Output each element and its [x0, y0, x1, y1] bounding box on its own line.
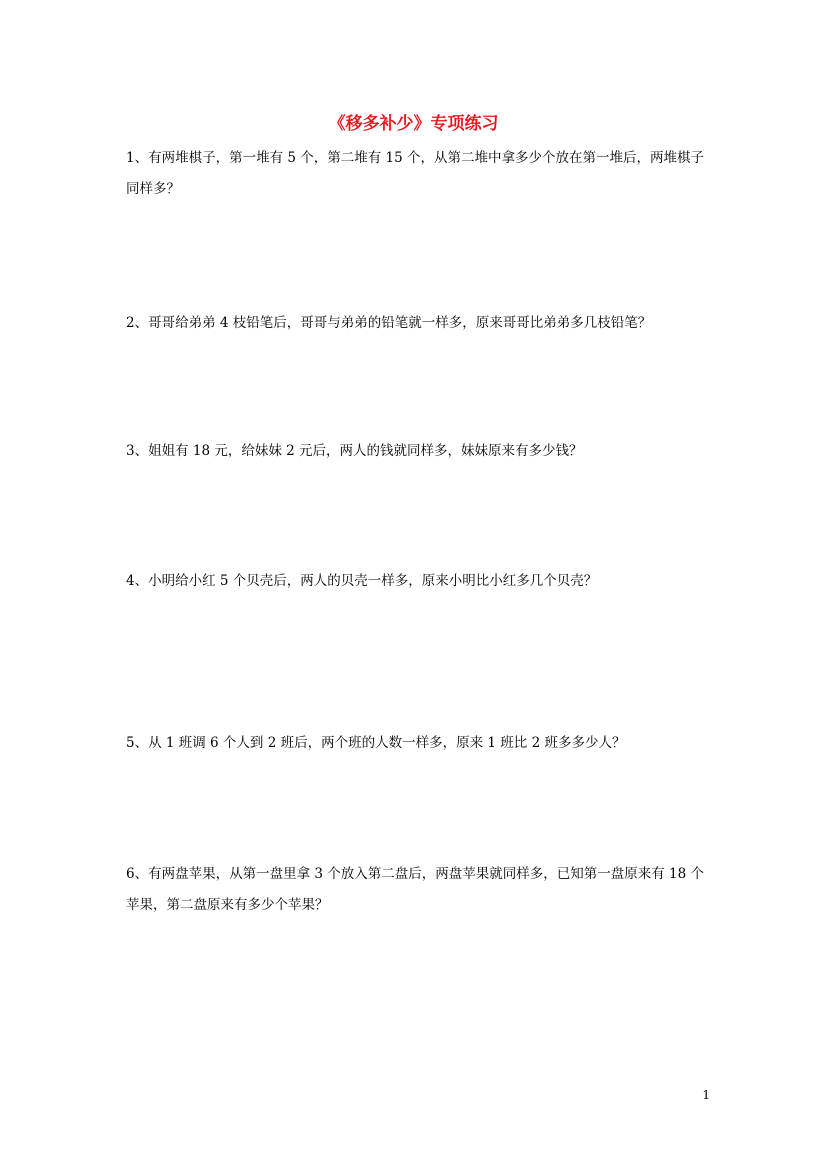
question-6: 6、有两盘苹果，从第一盘里拿 3 个放入第二盘后，两盘苹果就同样多，已知第一盘原来有 18 个苹果，第二盘原来有多少个苹果？	[126, 866, 705, 913]
page-number: 1	[702, 1088, 710, 1102]
question-2: 2、哥哥给弟弟 4 枝铅笔后，哥哥与弟弟的铅笔就一样多，原来哥哥比弟弟多几枝铅笔？	[126, 315, 652, 331]
question-5: 5、从 1 班调 6 个人到 2 班后，两个班的人数一样多，原来 1 班比 2 班多多少人？	[126, 735, 626, 751]
question-3: 3、姐姐有 18 元，给妹妹 2 元后，两人的钱就同样多，妹妹原来有多少钱？	[126, 443, 583, 459]
question-1: 1、有两堆棋子，第一堆有 5 个，第二堆有 15 个，从第二堆中拿多少个放在第一堆后，两堆棋子同样多？	[126, 150, 705, 197]
question-4: 4、小明给小红 5 个贝壳后，两人的贝壳一样多，原来小明比小红多几个贝壳？	[126, 573, 598, 589]
worksheet-title: 《移多补少》专项练习	[328, 114, 499, 134]
